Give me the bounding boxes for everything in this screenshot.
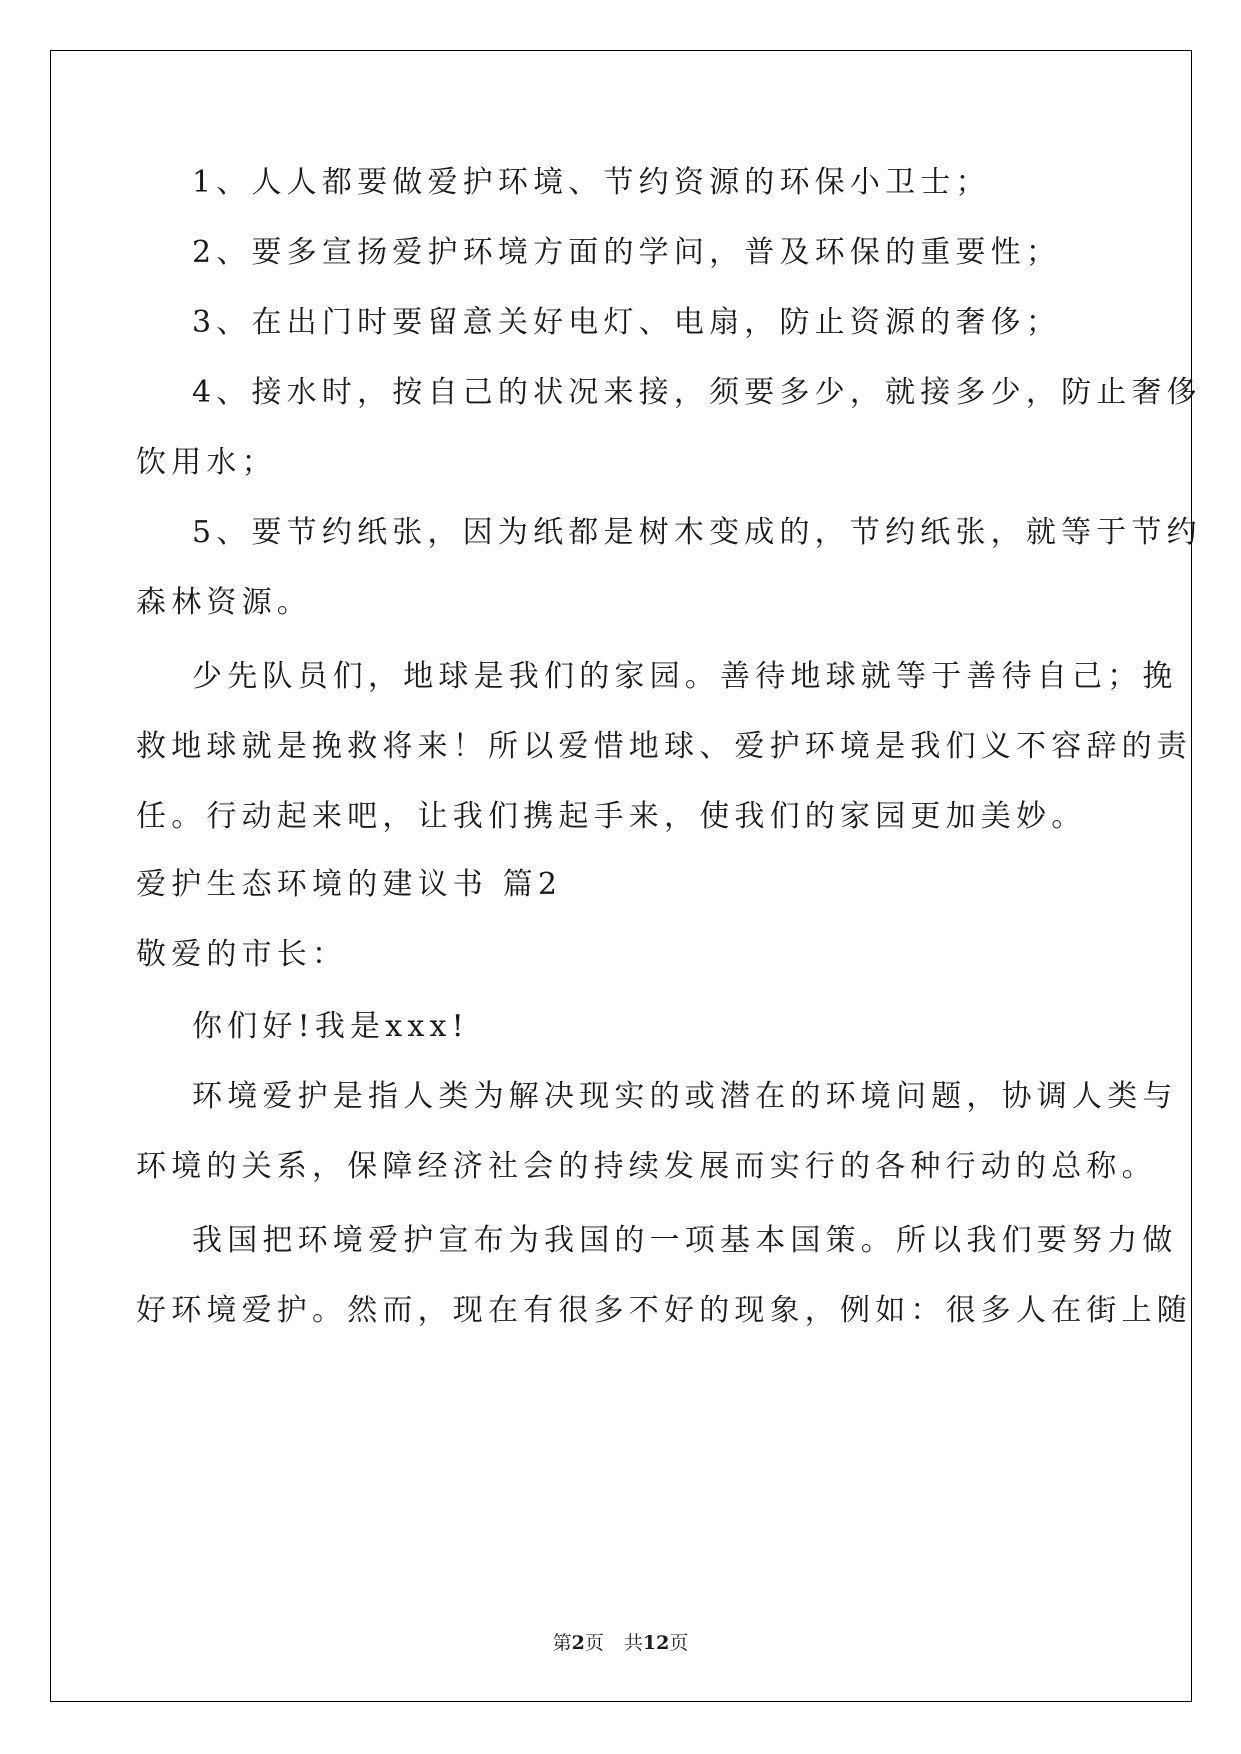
greeting-line: 你们好!我是xxx!	[192, 1009, 469, 1044]
list-item-4-continued: 饮用水；	[136, 445, 277, 480]
total-pages: 12	[642, 1632, 670, 1654]
footer-total-suffix: 页	[669, 1632, 689, 1654]
footer-prefix: 第	[552, 1632, 572, 1654]
paragraph-line: 任。行动起来吧，让我们携起手来，使我们的家园更加美妙。	[136, 799, 1087, 834]
list-item-1: 1、人人都要做爱护环境、节约资源的环保小卫士；	[192, 165, 991, 200]
list-item-4: 4、接水时，按自己的状况来接，须要多少，就接多少，防止奢侈	[192, 375, 1202, 410]
section-heading: 爱护生态环境的建议书 篇2	[136, 867, 563, 902]
list-item-3: 3、在出门时要留意关好电灯、电扇，防止资源的奢侈；	[192, 305, 1062, 340]
list-item-5: 5、要节约纸张，因为纸都是树木变成的，节约纸张，就等于节约	[192, 515, 1202, 550]
page-footer	[0, 1631, 1241, 1655]
paragraph-line: 救地球就是挽救将来！所以爱惜地球、爱护环境是我们义不容辞的责	[136, 729, 1192, 764]
list-item-5-continued: 森林资源。	[136, 585, 312, 620]
paragraph-line: 好环境爱护。然而，现在有很多不好的现象，例如：很多人在街上随	[136, 1293, 1192, 1328]
footer-total-prefix: 共	[623, 1632, 643, 1654]
list-item-2: 2、要多宣扬爱护环境方面的学问，普及环保的重要性；	[192, 235, 1062, 270]
paragraph-line: 我国把环境爱护宣布为我国的一项基本国策。所以我们要努力做	[192, 1223, 1178, 1258]
paragraph-line: 少先队员们，地球是我们的家园。善待地球就等于善待自己；挽	[192, 659, 1178, 694]
paragraph-line: 环境爱护是指人类为解决现实的或潜在的环境问题，协调人类与	[192, 1079, 1178, 1114]
paragraph-line: 环境的关系，保障经济社会的持续发展而实行的各种行动的总称。	[136, 1149, 1157, 1184]
page-number: 2	[571, 1632, 585, 1654]
salutation: 敬爱的市长：	[136, 937, 348, 972]
footer-page-suffix: 页	[584, 1632, 604, 1654]
